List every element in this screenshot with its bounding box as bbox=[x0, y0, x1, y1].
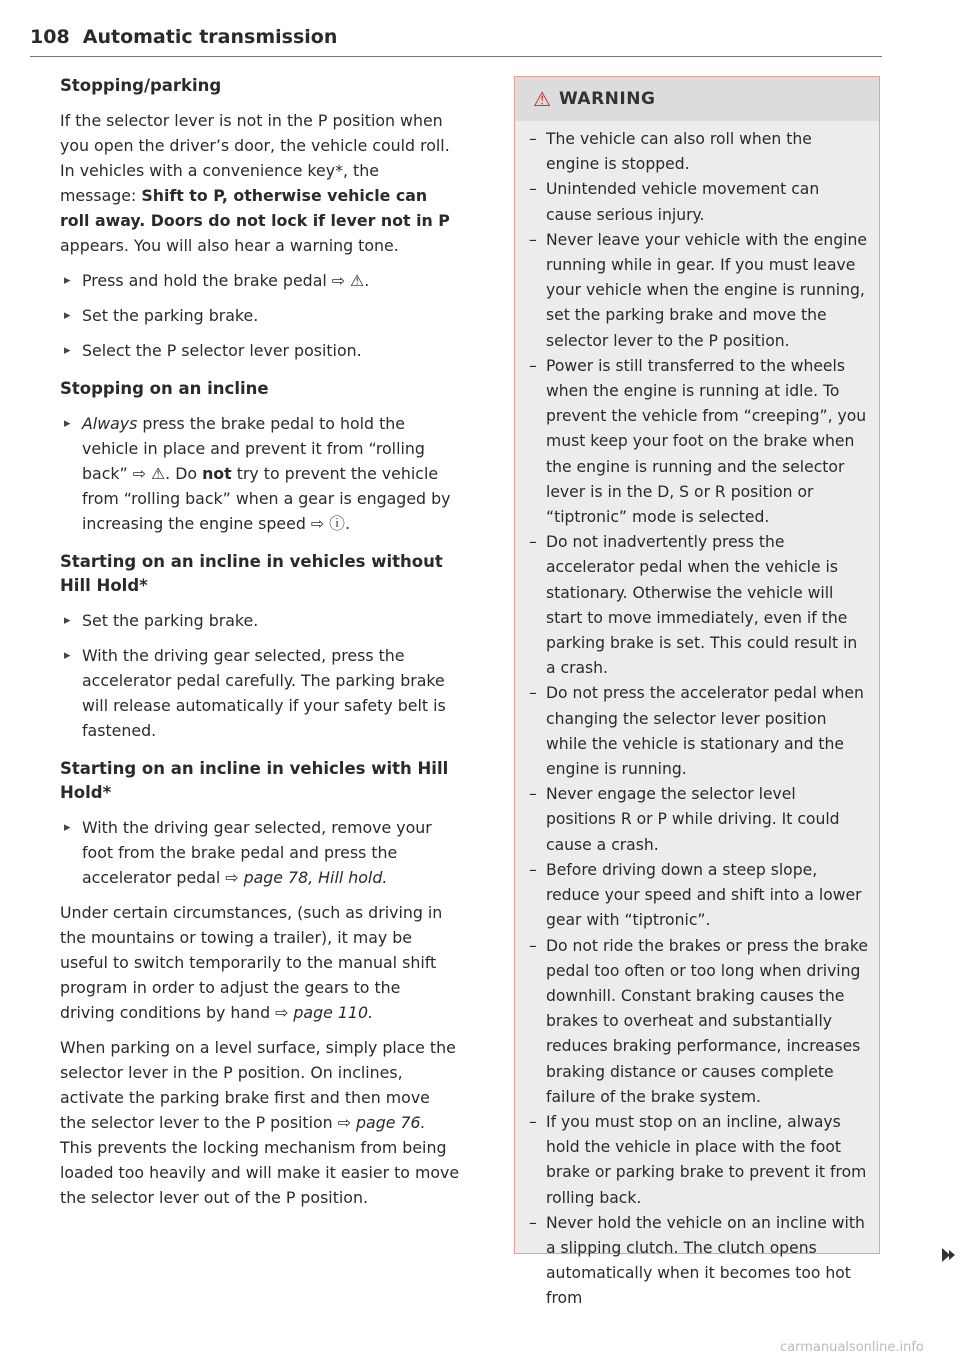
page-reference-link[interactable]: page 110. bbox=[293, 1003, 374, 1022]
warning-item: – If you must stop on an incline, always hold the vehicle in place with the foot brake or parking brake to prevent it from rolling back. bbox=[529, 1110, 869, 1211]
warning-body bbox=[515, 121, 879, 1308]
warning-title: WARNING bbox=[558, 89, 656, 109]
page-reference-link[interactable]: page 78, Hill hold. bbox=[243, 868, 388, 887]
step-item: ▸ With the driving gear selected, press the accelerator pedal carefully. The parking brake will release automatically if your safety belt is fastened. bbox=[60, 643, 460, 743]
chapter-title: Automatic transmission bbox=[82, 26, 338, 48]
warning-box bbox=[514, 76, 880, 1308]
stopping-incline-steps bbox=[60, 411, 460, 536]
page-header bbox=[30, 26, 882, 57]
left-column bbox=[60, 74, 460, 1220]
with-hill-hold-steps bbox=[60, 815, 460, 890]
page-number: 108 bbox=[30, 26, 70, 48]
warning-item: – Power is still transferred to the wheels when the engine is running at idle. To prevent the vehicle from “creeping”, you must keep your foot on the brake when the engine is running and the selector lever is in the D, S or R position or “tiptronic” mode is selected. bbox=[529, 354, 869, 530]
warning-item: – Unintended vehicle movement can cause serious injury. bbox=[529, 177, 869, 227]
without-hill-hold-steps bbox=[60, 608, 460, 743]
step-item: ▸ Set the parking brake. bbox=[60, 608, 460, 633]
step-item: ▸ Set the parking brake. bbox=[60, 303, 460, 328]
section-title-without-hill-hold: Starting on an incline in vehicles without Hill Hold* bbox=[60, 552, 443, 595]
warning-item: – Do not ride the brakes or press the brake pedal too often or too long when driving downhill. Constant braking causes the brakes to overheat and substantially reduces braking performance, increases braking distance or causes complete failure of the brake system. bbox=[529, 934, 869, 1110]
warning-item: – Never hold the vehicle on an incline with a slipping clutch. The clutch opens automatically when it becomes too hot from bbox=[529, 1211, 869, 1312]
page-reference-link[interactable]: page 76. bbox=[355, 1113, 426, 1132]
convenience-key-message: Shift to P, otherwise vehicle can roll away. Doors do not lock if lever not in P bbox=[60, 186, 450, 230]
continue-arrow-icon bbox=[938, 1244, 960, 1266]
step-item: ▸ Select the P selector lever position. bbox=[60, 338, 460, 363]
warning-item: – Never leave your vehicle with the engine running while in gear. If you must leave your vehicle when the engine is running, set the parking brake and move the selector lever to the P position. bbox=[529, 228, 869, 354]
section-title-stopping-parking: Stopping/parking bbox=[60, 76, 222, 95]
stopping-parking-paragraph: If the selector lever is not in the P position when you open the driver’s door, the vehicle could roll. In vehicles with a convenience key*, the message: Shift to P, otherwise vehicle can roll away. Doors do not lock if lever not in P appears. You will also hear a warning tone. bbox=[60, 111, 450, 255]
step-item: ▸ Press and hold the brake pedal ⇨ ⚠. bbox=[60, 268, 460, 293]
step-item: ▸ With the driving gear selected, remove your foot from the brake pedal and press the accelerator pedal ⇨ page 78, Hill hold. bbox=[60, 815, 460, 890]
warning-header bbox=[515, 77, 879, 121]
step-item: ▸ Always press the brake pedal to hold the vehicle in place and prevent it from “rolling back” ⇨ ⚠. Do not try to prevent the vehicle from “rolling back” when a gear is engaged by increasing the engine speed ⇨ ⓘ. bbox=[60, 411, 460, 536]
stopping-parking-steps bbox=[60, 268, 460, 363]
section-title-with-hill-hold: Starting on an incline in vehicles with Hill Hold* bbox=[60, 759, 449, 802]
warning-item: – Never engage the selector level positions R or P while driving. It could cause a crash. bbox=[529, 782, 869, 858]
warning-item: – Do not inadvertently press the accelerator pedal when the vehicle is stationary. Otherwise the vehicle will start to move immediately, even if the parking brake is set. This could result in a crash. bbox=[529, 530, 869, 681]
warning-item: – Do not press the accelerator pedal when changing the selector lever position while the vehicle is stationary and the engine is running. bbox=[529, 681, 869, 782]
watermark: carmanualsonline.info bbox=[780, 1340, 924, 1355]
manual-shift-paragraph: Under certain circumstances, (such as driving in the mountains or towing a trailer), it may be useful to switch temporarily to the manual shift program in order to adjust the gears to the driving conditions by hand ⇨ page 110. bbox=[60, 903, 443, 1022]
warning-item: – Before driving down a steep slope, reduce your speed and shift into a lower gear with “tiptronic”. bbox=[529, 858, 869, 934]
warning-triangle-icon: ⚠ bbox=[533, 87, 551, 111]
level-parking-paragraph: When parking on a level surface, simply place the selector lever in the P position. On inclines, activate the parking brake first and then move the selector lever to the P position ⇨ page 76. This prevents the locking mechanism from being loaded too heavily and will make it easier to move the selector lever out of the P position. bbox=[60, 1038, 460, 1207]
warning-item: – The vehicle can also roll when the engine is stopped. bbox=[529, 127, 869, 177]
section-title-stopping-incline: Stopping on an incline bbox=[60, 379, 269, 398]
